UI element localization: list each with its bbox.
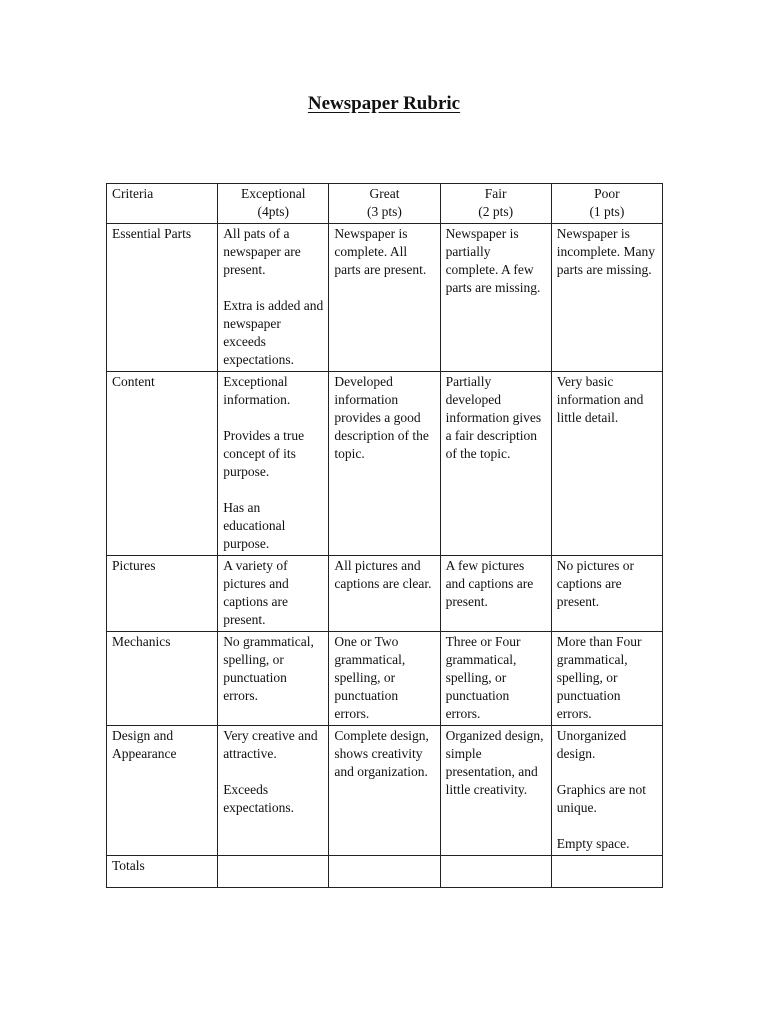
header-row: [107, 184, 663, 224]
level-name: Exceptional: [241, 186, 306, 201]
level-points: (3 pts): [367, 204, 402, 219]
rubric-table: [106, 183, 663, 888]
cell-text: Empty space.: [556, 836, 630, 851]
rubric-cell: [551, 372, 662, 556]
criterion-label: Design and Appearance: [107, 726, 218, 856]
cell-text: Extra is added and newspaper exceeds expectations.: [223, 298, 324, 367]
table-row: [107, 224, 663, 372]
cell-text: Graphics are not unique.: [556, 782, 646, 815]
rubric-cell: [551, 224, 662, 372]
rubric-cell: [440, 632, 551, 726]
cell-text: Very creative and attractive.: [223, 728, 318, 761]
rubric-cell: [218, 224, 329, 372]
criterion-label: Pictures: [107, 556, 218, 632]
rubric-cell: [329, 556, 440, 632]
cell-text: No grammatical, spelling, or punctuation errors.: [223, 634, 314, 703]
rubric-cell: [218, 556, 329, 632]
header-criteria: Criteria: [107, 184, 218, 224]
table-row: [107, 556, 663, 632]
cell-text: Partially developed information gives a fair description of the topic.: [445, 374, 542, 461]
page-title: Newspaper Rubric: [307, 93, 461, 114]
rubric-cell: [440, 726, 551, 856]
criterion-label: Mechanics: [107, 632, 218, 726]
cell-text: A few pictures and captions are present.: [445, 558, 534, 609]
level-points: (4pts): [257, 204, 290, 219]
header-level-fair: [440, 184, 551, 224]
rubric-cell: [329, 632, 440, 726]
criterion-label: Essential Parts: [107, 224, 218, 372]
level-name: Poor: [594, 186, 620, 201]
cell-text: Three or Four grammatical, spelling, or punctuation errors.: [445, 634, 521, 721]
cell-text: Exceptional information.: [223, 374, 291, 407]
cell-text: One or Two grammatical, spelling, or punctuation errors.: [334, 634, 406, 721]
cell-text: Newspaper is partially complete. A few parts are missing.: [445, 226, 541, 295]
cell-text: Developed information provides a good description of the topic.: [334, 374, 429, 461]
rubric-cell: [551, 726, 662, 856]
level-name: Great: [369, 186, 400, 201]
total-cell-fair: [440, 856, 551, 888]
level-points: (1 pts): [589, 204, 625, 219]
rubric-cell: [329, 224, 440, 372]
rubric-cell: [551, 632, 662, 726]
cell-text: Unorganized design.: [556, 728, 627, 761]
cell-text: A variety of pictures and captions are present.: [223, 558, 289, 627]
totals-label: Totals: [107, 856, 218, 888]
table-row: [107, 632, 663, 726]
rubric-cell: [440, 556, 551, 632]
rubric-cell: [440, 372, 551, 556]
cell-text: Newspaper is incomplete. Many parts are missing.: [556, 226, 655, 277]
criterion-label: Content: [107, 372, 218, 556]
level-points: (2 pts): [478, 204, 514, 219]
rubric-cell: [440, 224, 551, 372]
cell-text: No pictures or captions are present.: [556, 558, 634, 609]
cell-text: All pats of a newspaper are present.: [223, 226, 301, 277]
header-level-poor: [551, 184, 662, 224]
total-cell-exceptional: [218, 856, 329, 888]
cell-text: Very basic information and little detail.: [556, 374, 644, 425]
cell-text: More than Four grammatical, spelling, or punctuation errors.: [556, 634, 642, 721]
cell-text: Newspaper is complete. All parts are present.: [334, 226, 427, 277]
level-name: Fair: [484, 186, 507, 201]
total-cell-poor: [551, 856, 662, 888]
cell-text: Provides a true concept of its purpose.: [223, 428, 305, 479]
rubric-cell: [551, 556, 662, 632]
header-level-great: [329, 184, 440, 224]
cell-text: Has an educational purpose.: [223, 500, 286, 551]
rubric-cell: [329, 726, 440, 856]
rubric-cell: [218, 372, 329, 556]
cell-text: Complete design, shows creativity and organization.: [334, 728, 429, 779]
cell-text: Exceeds expectations.: [223, 782, 295, 815]
rubric-cell: [218, 726, 329, 856]
rubric-cell: [218, 632, 329, 726]
cell-text: All pictures and captions are clear.: [334, 558, 432, 591]
cell-text: Organized design, simple presentation, and little creativity.: [445, 728, 544, 797]
header-level-exceptional: [218, 184, 329, 224]
total-cell-great: [329, 856, 440, 888]
totals-row: [107, 856, 663, 888]
table-row: [107, 372, 663, 556]
table-row: [107, 726, 663, 856]
rubric-cell: [329, 372, 440, 556]
